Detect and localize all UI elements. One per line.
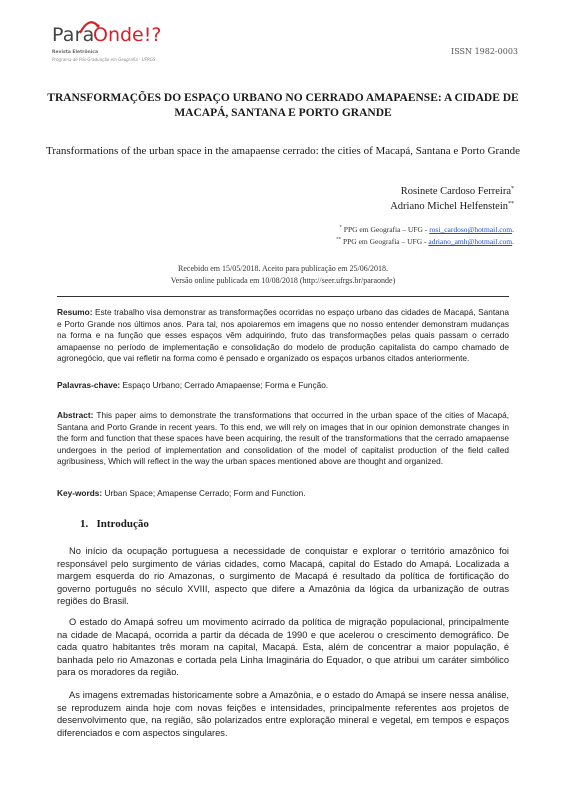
paper-subtitle: Transformations of the urban space in the amapaense cerrado: the cities of Macapá, Santana e Porto Grande — [46, 145, 520, 157]
author-1 — [401, 186, 514, 197]
resumo-paragraph — [57, 307, 509, 365]
abstract-text: This paper aims to demonstrate the transformations that occurred in the urban space of the cities of Macapá, Santana and Porto Grande in recent years. To this end, we will rely on images that in our opinion demonstrate changes in the form and function that these spaces have been acquiring, the result of the transformations that the cerrado amapaense undergoes in the period of implementation and consolidation of the model of capitalist production of the field called agribusiness, Which will reflect in the way the urban spaces mentioned above are thought and organized. — [57, 410, 509, 466]
affiliation-mark: * — [339, 225, 342, 231]
palavras-chave-label: Palavras-chave: — [57, 380, 121, 390]
issn-label: ISSN 1982-0003 — [451, 47, 518, 56]
affiliation-1 — [339, 225, 514, 234]
body-paragraph-3: As imagens extremadas historicamente sobre a Amazônia, e o estado do Amapá se insere nessa análise, se reproduzem ainda hoje com novas feições e intensidades, principalmente referentes aos projetos de desenvolvimento que, na região, são polarizados entre exploração mineral e vegetal, em tempos e espaços diferenciados e com aspectos singulares. — [57, 690, 509, 738]
abstract-paragraph — [57, 410, 509, 468]
palavras-chave-paragraph — [57, 380, 509, 392]
email-link[interactable]: adriano_amh@hotmail.com — [428, 237, 513, 246]
journal-logo — [52, 22, 222, 72]
affiliation-mark: ** — [336, 237, 342, 243]
author-name: Rosinete Cardoso Ferreira — [400, 186, 511, 197]
keywords-paragraph — [57, 488, 509, 500]
body-paragraph-1: No início da ocupação portuguesa a necessidade de conquistar e explorar o território amazônico foi responsável pelo surgimento de várias cidades, como Macapá, capital do Estado do Amapá. Localizada a margem esquerda do rio Amazonas, o surgimento de Macapá é resultado da política de fortificação do governo português no século XVIII, aspecto que difere a Amazônia da lógica da urbanização de outras regiões do Brasil. — [57, 546, 509, 606]
keywords-text: Urban Space; Amapense Cerrado; Form and Function. — [102, 488, 306, 498]
email-link[interactable]: rosi_cardoso@hotmail.com — [429, 225, 513, 234]
logo-text-onde: Onde!? — [93, 24, 162, 46]
divider — [57, 296, 509, 297]
section-heading: 1. Introdução — [80, 518, 149, 530]
body-paragraph-2: O estado do Amapá sofreu um movimento acirrado da política de migração populacional, principalmente na cidade de Macapá, ocorrida a partir da década de 1990 e que acelerou o crescimento demográfico. De cada quatro habitantes três moram na capital, Macapá. Esta, além de concentrar a maior população, é banhada pelo rio Amazonas e cortada pela Linha Imaginária do Equador, o que atribui um caráter simbólico para os moradores da região. — [57, 617, 509, 677]
author-mark: * — [511, 186, 514, 192]
keywords-label: Key-words: — [57, 488, 103, 498]
affiliation-text: PPG em Geografia – UFG - — [342, 237, 429, 246]
abstract-label: Abstract: — [57, 410, 94, 420]
received-date: Recebido em 15/05/2018. Aceito para publicação em 25/06/2018. — [178, 264, 388, 273]
author-mark: ** — [508, 201, 514, 207]
resumo-text: Este trabalho visa demonstrar as transformações ocorridas no espaço urbano das cidades de Macapá, Santana e Porto Grande nos últimos anos. Para tal, nos apoiaremos em imagens que no nosso entender demonstram mudanças na forma e na função que esses espaços vêm adquirindo, fruto das transformações pelas quais passam o cerrado amapaense no período de implementação e consolidação do modelo de produção capitalista do campo chamado de agronegócio, que vai refletir na forma como é pensado e organizado os espaços urbanos citados anteriormente. — [57, 307, 509, 363]
affiliation-end: . — [512, 225, 514, 234]
palavras-chave-text: Espaço Urbano; Cerrado Amapaense; Forma e Função. — [120, 380, 329, 390]
logo-subtitle: Revista Eletrônica — [52, 50, 99, 55]
author-2 — [390, 201, 514, 212]
author-name: Adriano Michel Helfenstein — [390, 201, 508, 212]
affiliation-text: PPG em Geografia – UFG - — [343, 225, 430, 234]
paper-title: TRANSFORMAÇÕES DO ESPAÇO URBANO NO CERRADO AMAPAENSE: A CIDADE DE MACAPÁ, SANTANA E PORTO GRANDE — [47, 92, 519, 119]
resumo-label: Resumo: — [57, 307, 93, 317]
affiliation-2 — [336, 237, 514, 246]
affiliation-end: . — [512, 237, 514, 246]
online-version: Versão online publicada em 10/08/2018 (http://seer.ufrgs.br/paraonde) — [170, 276, 396, 285]
logo-text-para: Para — [52, 24, 95, 46]
logo-tagline: Programa de Pós-Graduação em Geografia - UFRGS — [52, 57, 156, 62]
